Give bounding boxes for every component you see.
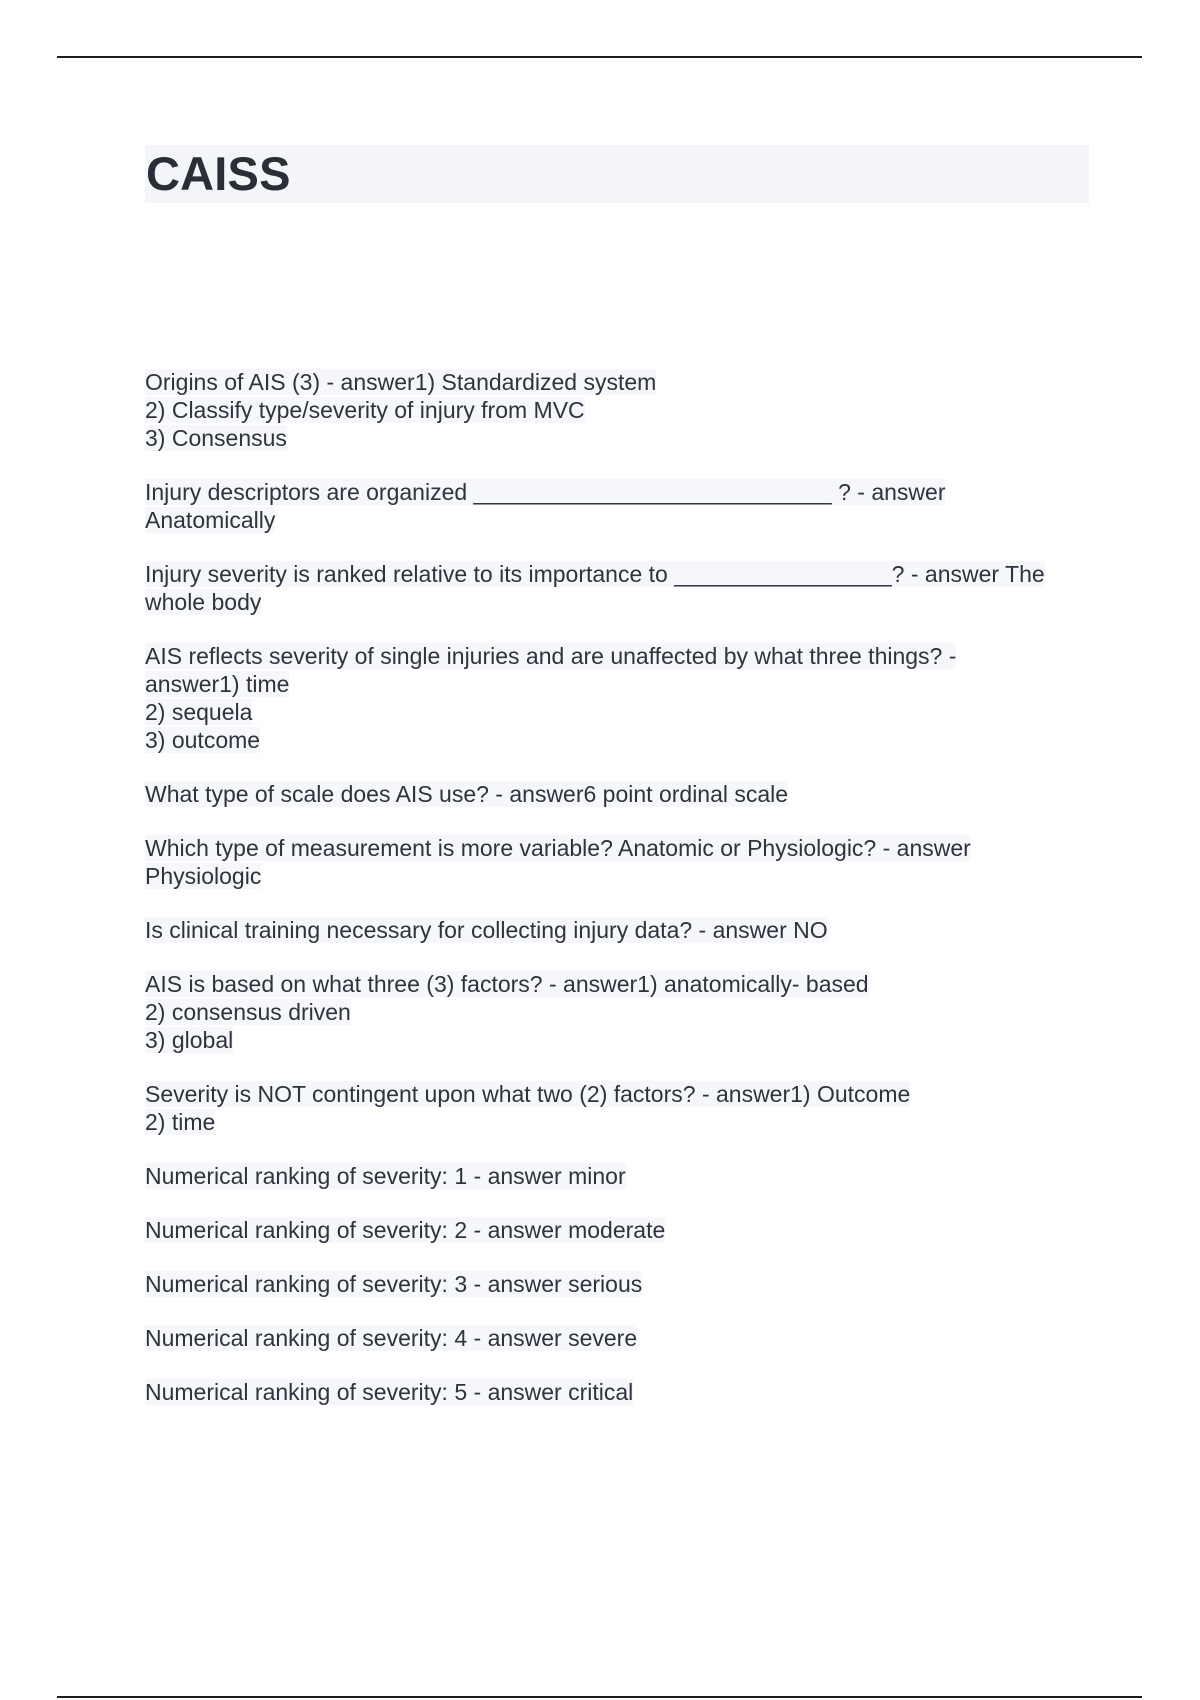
qa-line	[145, 560, 1095, 588]
qa-line-text: Physiologic	[145, 863, 262, 889]
qa-item	[145, 478, 1095, 534]
qa-item	[145, 916, 1095, 944]
qa-line	[145, 506, 1095, 534]
qa-line	[145, 1216, 1095, 1244]
qa-line-text: answer1) time	[145, 671, 290, 697]
qa-line	[145, 1324, 1095, 1352]
qa-line-text: 3) outcome	[145, 727, 261, 753]
qa-line-text: AIS is based on what three (3) factors? - answer1) anatomically- based	[145, 971, 869, 997]
qa-line	[145, 588, 1095, 616]
qa-item	[145, 834, 1095, 890]
qa-line	[145, 1270, 1095, 1298]
qa-line-text: 2) time	[145, 1109, 216, 1135]
qa-line	[145, 424, 1095, 452]
qa-line	[145, 1026, 1095, 1054]
qa-line-text: Numerical ranking of severity: 5 - answer critical	[145, 1379, 634, 1405]
qa-line-text: Anatomically	[145, 507, 276, 533]
qa-line	[145, 396, 1095, 424]
bottom-divider	[57, 1696, 1142, 1698]
qa-line-text: Which type of measurement is more variable? Anatomic or Physiologic? - answer	[145, 835, 971, 861]
qa-item	[145, 1216, 1095, 1244]
qa-line	[145, 698, 1095, 726]
qa-item	[145, 780, 1095, 808]
qa-line	[145, 1108, 1095, 1136]
qa-item	[145, 970, 1095, 1054]
qa-item	[145, 560, 1095, 616]
qa-line-text: whole body	[145, 589, 262, 615]
qa-line	[145, 478, 1095, 506]
qa-line-text: 2) Classify type/severity of injury from MVC	[145, 397, 585, 423]
qa-item	[145, 1324, 1095, 1352]
qa-line-text: Numerical ranking of severity: 3 - answer serious	[145, 1271, 643, 1297]
qa-line	[145, 970, 1095, 998]
qa-line	[145, 1378, 1095, 1406]
qa-line	[145, 1162, 1095, 1190]
qa-line-text: 2) consensus driven	[145, 999, 351, 1025]
qa-line-text: Is clinical training necessary for collecting injury data? - answer NO	[145, 917, 828, 943]
qa-line	[145, 998, 1095, 1026]
qa-line-text: 3) Consensus	[145, 425, 287, 451]
qa-item	[145, 368, 1095, 452]
qa-item	[145, 1162, 1095, 1190]
qa-line	[145, 834, 1095, 862]
qa-line-text: Numerical ranking of severity: 4 - answer severe	[145, 1325, 638, 1351]
qa-line-text: AIS reflects severity of single injuries and are unaffected by what three things? -	[145, 643, 957, 669]
qa-line	[145, 726, 1095, 754]
qa-line	[145, 670, 1095, 698]
top-divider	[57, 56, 1142, 58]
qa-line-text: Origins of AIS (3) - answer1) Standardized system	[145, 369, 657, 395]
qa-line	[145, 916, 1095, 944]
qa-line	[145, 862, 1095, 890]
qa-line-text: Numerical ranking of severity: 2 - answer moderate	[145, 1217, 666, 1243]
qa-list	[145, 368, 1095, 1432]
qa-item	[145, 642, 1095, 754]
qa-line-text: 2) sequela	[145, 699, 253, 725]
qa-item	[145, 1080, 1095, 1136]
qa-line-text: What type of scale does AIS use? - answer6 point ordinal scale	[145, 781, 789, 807]
qa-line	[145, 368, 1095, 396]
qa-line	[145, 642, 1095, 670]
qa-line-text: Injury descriptors are organized ____________________________ ? - answer	[145, 479, 946, 505]
document-title: CAISS	[146, 147, 291, 200]
qa-item	[145, 1270, 1095, 1298]
qa-line-text: Severity is NOT contingent upon what two (2) factors? - answer1) Outcome	[145, 1081, 911, 1107]
qa-line-text: Injury severity is ranked relative to its importance to _________________? - answer The	[145, 561, 1045, 587]
qa-line-text: 3) global	[145, 1027, 234, 1053]
qa-line-text: Numerical ranking of severity: 1 - answer minor	[145, 1163, 626, 1189]
qa-line	[145, 780, 1095, 808]
qa-line	[145, 1080, 1095, 1108]
qa-item	[145, 1378, 1095, 1406]
